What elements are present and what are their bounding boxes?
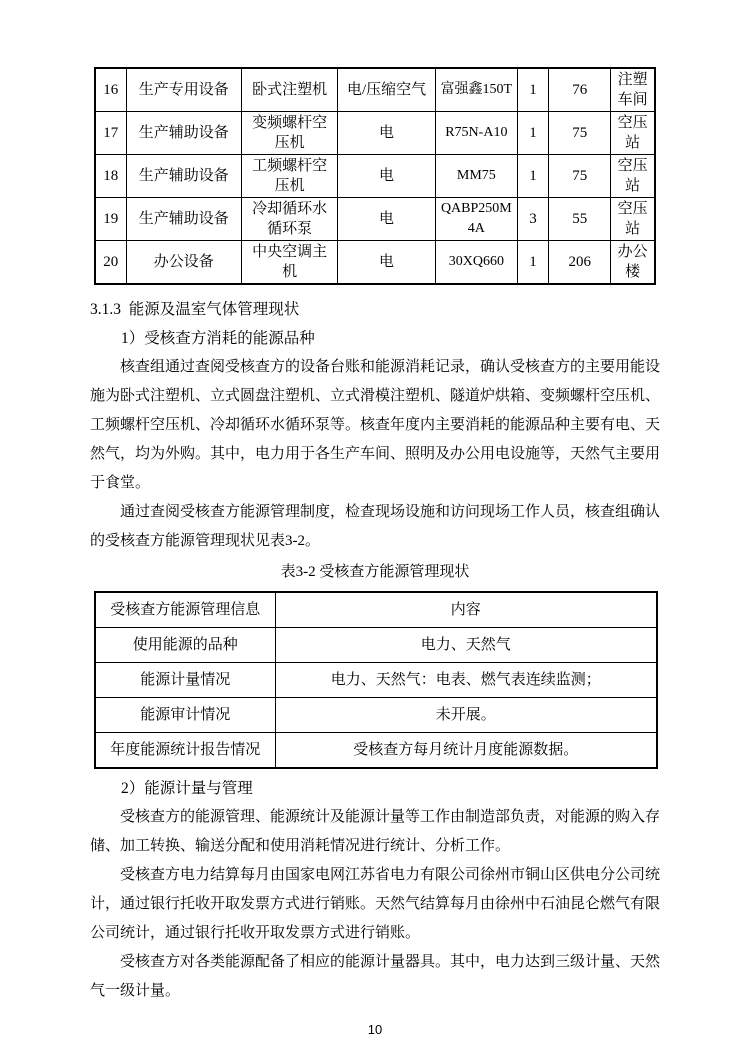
paragraph-metering-3: 受核查方对各类能源配备了相应的能源计量器具。其中，电力达到三级计量、天然气一级计量。 bbox=[90, 954, 661, 999]
paragraph-metering-1: 受核查方的能源管理、能源统计及能源计量等工作由制造部负责，对能源的购入存储、加工转换、输送分配和使用消耗情况进行统计、分析工作。 bbox=[90, 809, 661, 854]
paragraph-energy-types-1: 核查组通过查阅受核查方的设备台账和能源消耗记录，确认受核查方的主要用能设施为卧式注塑机、立式圆盘注塑机、立式滑模注塑机、隧道炉烘箱、变频螺杆空压机、工频螺杆空压机、冷却循环水循环泵等。核查年度内主要消耗的能源品种主要有电、天然气，均为外购。其中，电力用于各生产车间、照明及办公用电设施等，天然气主要用于食堂。 bbox=[90, 359, 661, 491]
cell-equipment: 变频螺杆空压机 bbox=[242, 112, 338, 155]
cell-category: 办公设备 bbox=[126, 241, 241, 285]
cell-quantity: 1 bbox=[517, 241, 548, 285]
energy-table-row bbox=[95, 663, 657, 698]
cell-model: 30XQ660 bbox=[435, 241, 517, 285]
equipment-table bbox=[94, 67, 656, 285]
paragraph-energy-types-2: 通过查阅受核查方能源管理制度，检查现场设施和访问现场工作人员，核查组确认的受核查方能源管理现状见表3-2。 bbox=[90, 504, 661, 549]
cell-location: 空压站 bbox=[611, 112, 655, 155]
cell-power: 75 bbox=[549, 112, 611, 155]
cell-energy: 电/压缩空气 bbox=[338, 68, 435, 112]
header-content: 内容 bbox=[275, 592, 657, 628]
subsection-2-title: 2）能源计量与管理 bbox=[121, 780, 253, 797]
cell-quantity: 1 bbox=[517, 68, 548, 112]
cell-power: 75 bbox=[549, 155, 611, 198]
energy-table-header-row bbox=[95, 592, 657, 628]
cell-location: 办公楼 bbox=[611, 241, 655, 285]
header-info: 受核查方能源管理信息 bbox=[95, 592, 275, 628]
cell-index: 17 bbox=[95, 112, 126, 155]
energy-table-row bbox=[95, 698, 657, 733]
cell-model: MM75 bbox=[435, 155, 517, 198]
cell-label: 年度能源统计报告情况 bbox=[95, 733, 275, 769]
cell-label: 能源审计情况 bbox=[95, 698, 275, 733]
cell-equipment: 冷却循环水循环泵 bbox=[242, 198, 338, 241]
cell-category: 生产专用设备 bbox=[126, 68, 241, 112]
cell-equipment: 工频螺杆空压机 bbox=[242, 155, 338, 198]
cell-quantity: 1 bbox=[517, 155, 548, 198]
equipment-row bbox=[95, 68, 655, 112]
cell-energy: 电 bbox=[338, 112, 435, 155]
cell-category: 生产辅助设备 bbox=[126, 112, 241, 155]
cell-index: 20 bbox=[95, 241, 126, 285]
cell-location: 注塑车间 bbox=[611, 68, 655, 112]
cell-equipment: 卧式注塑机 bbox=[242, 68, 338, 112]
cell-power: 76 bbox=[549, 68, 611, 112]
paragraph-metering-2: 受核查方电力结算每月由国家电网江苏省电力有限公司徐州市铜山区供电分公司统计，通过银行托收开取发票方式进行销账。天然气结算每月由徐州中石油昆仑燃气有限公司统计，通过银行托收开取发票方式进行销账。 bbox=[90, 867, 661, 941]
cell-value: 未开展。 bbox=[275, 698, 657, 733]
section-heading: 3.1.3 能源及温室气体管理现状 bbox=[90, 301, 300, 318]
cell-index: 16 bbox=[95, 68, 126, 112]
cell-quantity: 1 bbox=[517, 112, 548, 155]
page-content bbox=[90, 67, 660, 1006]
energy-management-table bbox=[94, 591, 658, 769]
cell-equipment: 中央空调主机 bbox=[242, 241, 338, 285]
energy-table-row bbox=[95, 628, 657, 663]
cell-location: 空压站 bbox=[611, 155, 655, 198]
cell-energy: 电 bbox=[338, 155, 435, 198]
table-caption: 表3-2 受核查方能源管理现状 bbox=[280, 564, 470, 580]
equipment-row bbox=[95, 198, 655, 241]
cell-energy: 电 bbox=[338, 241, 435, 285]
cell-label: 能源计量情况 bbox=[95, 663, 275, 698]
cell-model: 富强鑫150T bbox=[435, 68, 517, 112]
cell-energy: 电 bbox=[338, 198, 435, 241]
subsection-1-title: 1）受核查方消耗的能源品种 bbox=[121, 330, 315, 347]
cell-model: R75N-A10 bbox=[435, 112, 517, 155]
energy-table-row bbox=[95, 733, 657, 769]
cell-model: QABP250M4A bbox=[435, 198, 517, 241]
cell-index: 18 bbox=[95, 155, 126, 198]
cell-location: 空压站 bbox=[611, 198, 655, 241]
cell-value: 电力、天然气：电表、燃气表连续监测； bbox=[275, 663, 657, 698]
equipment-row bbox=[95, 112, 655, 155]
cell-quantity: 3 bbox=[517, 198, 548, 241]
cell-power: 55 bbox=[549, 198, 611, 241]
page-number: 10 bbox=[367, 1022, 383, 1037]
cell-category: 生产辅助设备 bbox=[126, 198, 241, 241]
equipment-row bbox=[95, 241, 655, 285]
cell-category: 生产辅助设备 bbox=[126, 155, 241, 198]
cell-index: 19 bbox=[95, 198, 126, 241]
equipment-row bbox=[95, 155, 655, 198]
cell-power: 206 bbox=[549, 241, 611, 285]
cell-value: 电力、天然气 bbox=[275, 628, 657, 663]
cell-label: 使用能源的品种 bbox=[95, 628, 275, 663]
cell-value: 受核查方每月统计月度能源数据。 bbox=[275, 733, 657, 769]
